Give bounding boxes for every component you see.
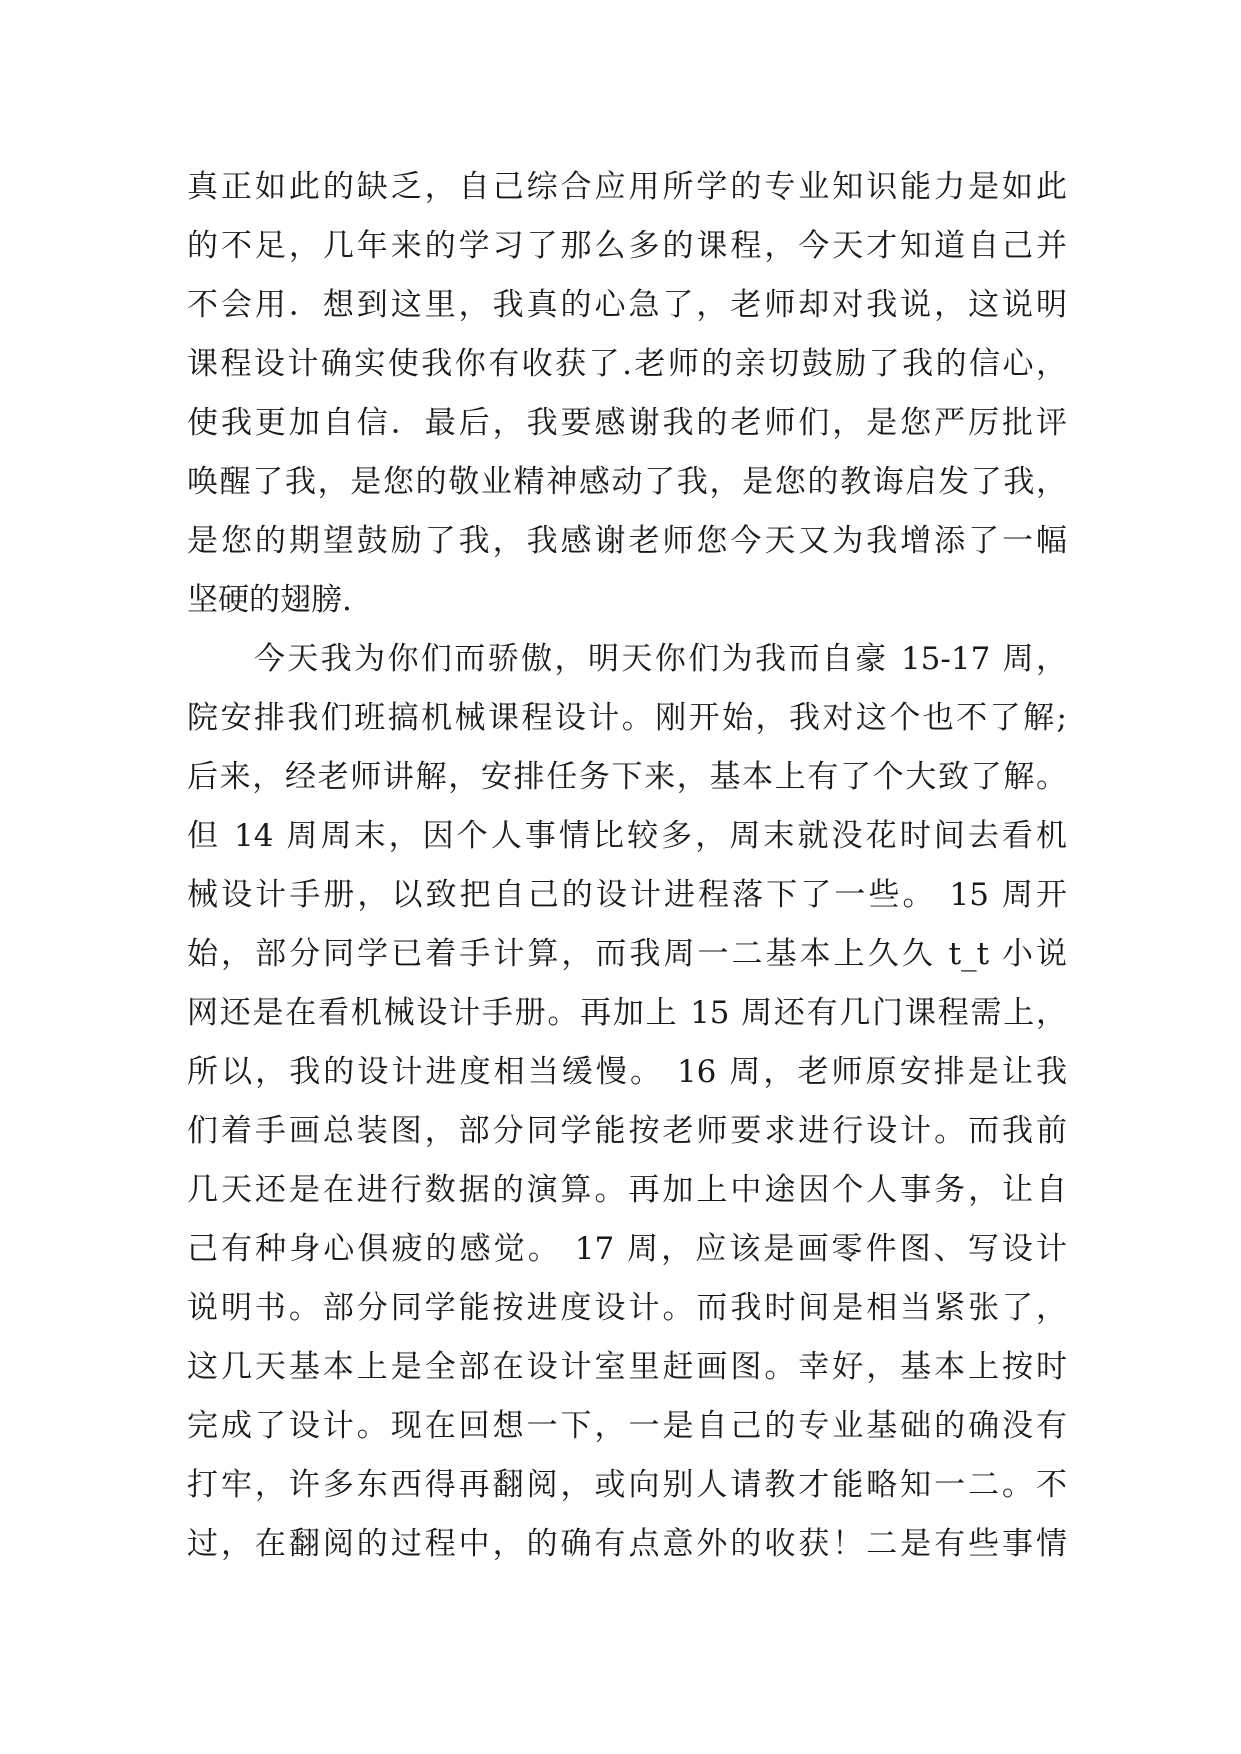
text-line: 械设计手册，以致把自己的设计进程落下了一些。 15 周开 bbox=[187, 877, 1067, 913]
text-line: 这几天基本上是全部在设计室里赶画图。幸好，基本上按时 bbox=[187, 1349, 1067, 1385]
text-line: 院安排我们班搞机械课程设计。刚开始，我对这个也不了解; bbox=[187, 700, 1067, 736]
text-line: 但 14 周周末，因个人事情比较多，周末就没花时间去看机 bbox=[187, 818, 1067, 854]
text-line: 不会用．想到这里，我真的心急了，老师却对我说，这说明 bbox=[187, 287, 1067, 323]
text-line: 的不足，几年来的学习了那么多的课程，今天才知道自己并 bbox=[187, 228, 1067, 264]
text-line: 使我更加自信．最后，我要感谢我的老师们，是您严厉批评 bbox=[187, 405, 1067, 441]
text-line: 己有种身心俱疲的感觉。 17 周，应该是画零件图、写设计 bbox=[187, 1231, 1067, 1267]
text-line: 坚硬的翅膀. bbox=[187, 582, 352, 618]
text-line: 们着手画总装图，部分同学能按老师要求进行设计。而我前 bbox=[187, 1113, 1067, 1149]
text-line: 唤醒了我，是您的敬业精神感动了我，是您的教诲启发了我， bbox=[187, 464, 1067, 500]
text-line: 打牢，许多东西得再翻阅，或向别人请教才能略知一二。不 bbox=[187, 1467, 1067, 1503]
text-line: 过，在翻阅的过程中，的确有点意外的收获！二是有些事情 bbox=[187, 1526, 1067, 1562]
text-line: 课程设计确实使我你有收获了.老师的亲切鼓励了我的信心， bbox=[187, 346, 1067, 382]
text-line: 几天还是在进行数据的演算。再加上中途因个人事务，让自 bbox=[187, 1172, 1067, 1208]
text-line: 是您的期望鼓励了我，我感谢老师您今天又为我增添了一幅 bbox=[187, 523, 1067, 559]
text-line: 今天我为你们而骄傲，明天你们为我而自豪 15-17 周， bbox=[187, 641, 1067, 677]
text-line: 始，部分同学已着手计算，而我周一二基本上久久 t_t 小说 bbox=[187, 936, 1067, 972]
text-line: 所以，我的设计进度相当缓慢。 16 周，老师原安排是让我 bbox=[187, 1054, 1067, 1090]
text-line: 真正如此的缺乏，自己综合应用所学的专业知识能力是如此 bbox=[187, 169, 1067, 205]
text-line: 说明书。部分同学能按进度设计。而我时间是相当紧张了， bbox=[187, 1290, 1067, 1326]
body-text bbox=[187, 158, 1067, 1574]
text-line: 完成了设计。现在回想一下，一是自己的专业基础的确没有 bbox=[187, 1408, 1067, 1444]
text-line: 网还是在看机械设计手册。再加上 15 周还有几门课程需上， bbox=[187, 995, 1067, 1031]
text-line: 后来，经老师讲解，安排任务下来，基本上有了个大致了解。 bbox=[187, 759, 1067, 795]
